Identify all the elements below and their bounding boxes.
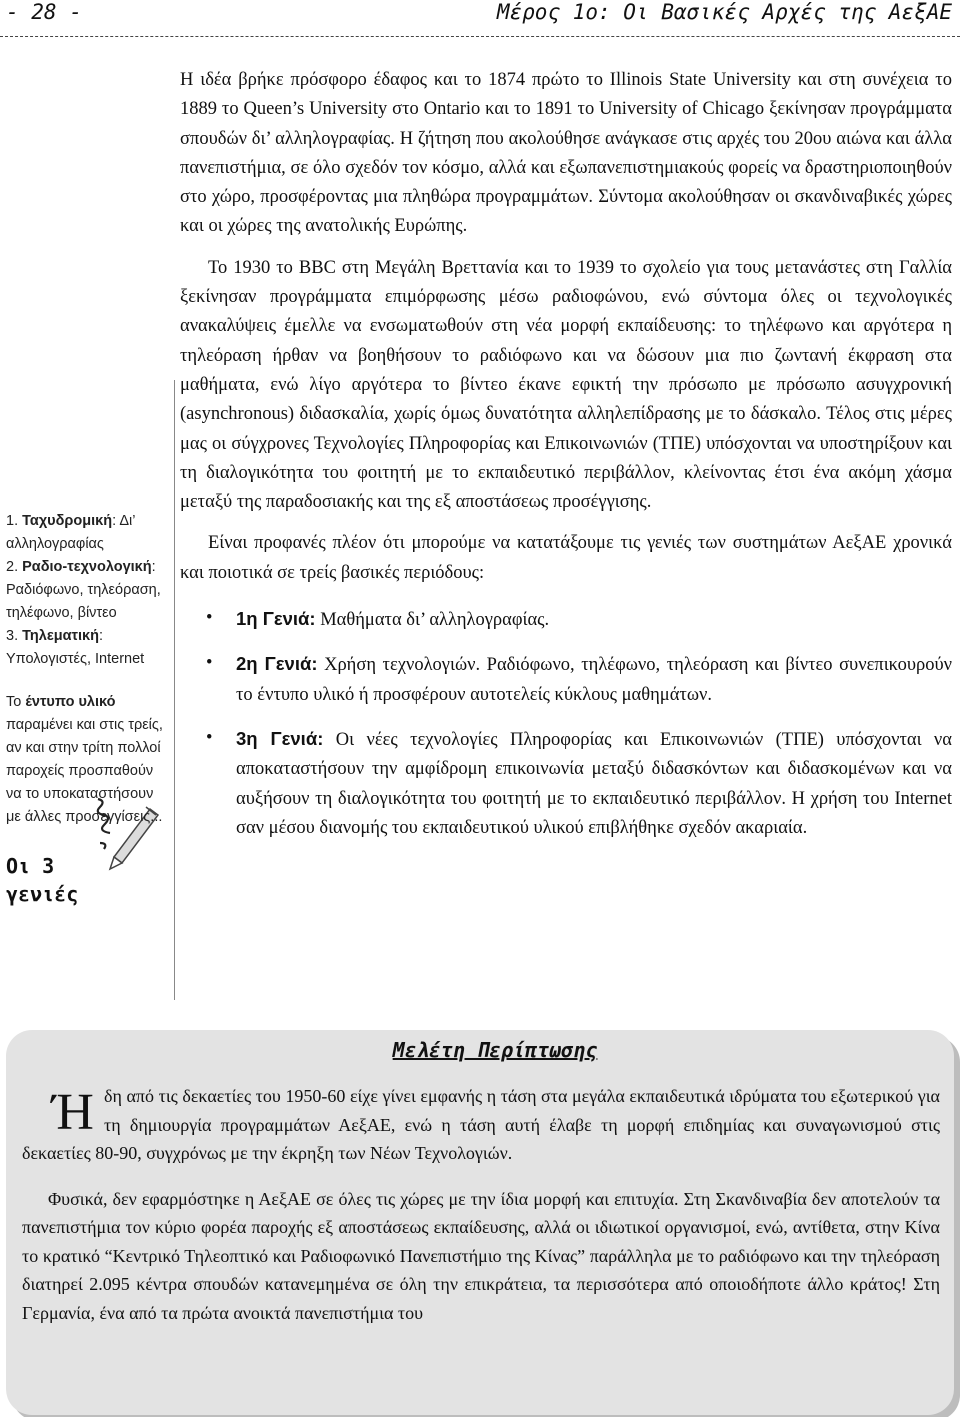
sidebar-title-line1: Οι 3: [6, 854, 55, 878]
paragraph-2: Το 1930 το BBC στη Μεγάλη Βρεττανία και το 1939 το σχολείο για τους μετανάστες στη Γαλλία ξεκίνησαν προγράμματα επιμόρφωσης μέσω ραδιοφώνου, ενώ σύντομα όλες οι τεχνολογικές ανακαλύψεις έμελλε να ενσωματωθούν στη νέα μορφή εκπαίδευσης: το τηλέφωνο και αργότερα η τηλεόραση ήρθαν να βοηθήσουν το ραδιόφωνο και να δώσουν μια πιο ζωντανή έκφραση στα μαθήματα, ενώ λίγο αργότερα το βίντεο έκανε εφικτή την πρόσωπο με πρόσωπο ασυγχρονική (asynchronous) διδασκαλία, χωρίς όμως δυνατότητα αλληλεπίδρασης με το δάσκαλο. Τέλος στις μέρες μας οι σύγχρονες Τεχνολογίες Πληροφορίας και Επικοινωνιών (ΤΠΕ) υπόσχονται να υποστηρίξουν και τη διαλογικότητα του φοιτητή με το εκπαιδευτικό περιβάλλον, κλείνοντας έτσι ένα ακόμη χάσμα μεταξύ της παραδοσιακής και της εξ αποστάσεως προσέγγισης.: [180, 257, 952, 513]
sidebar-item: [6, 510, 172, 556]
paragraph-1: Η ιδέα βρήκε πρόσφορο έδαφος και το 1874 πρώτο το Illinois State University και στη συνέχεια το 1889 το Queen’s University στο Ontario και το 1891 το University of Chicago ξεκίνησαν προγράμματα σπουδών δι’ αλληλογραφίας. Η ζήτηση που ακολούθησε ανάγκασε στις αρχές του 20ου αιώνα και άλλα πανεπιστήμια, σε όλο σχεδόν τον κόσμο, αλλά και εξωπανεπιστημιακούς φορείς να δραστηριοποιηθούν στο χώρο, προσφέροντας μια πληθώρα προγραμμάτων. Σύντομα ακολούθησαν οι σκανδιναβικές χώρες και οι χώρες της ανατολικής Ευρώπης.: [180, 70, 952, 237]
item-number: 2.: [6, 559, 23, 575]
list-item-label: 2η Γενιά:: [236, 653, 318, 675]
list-item: [180, 604, 952, 635]
chapter-title: Μέρος 1ο: Οι Βασικές Αρχές της ΑεξΑΕ: [496, 0, 952, 24]
sidebar-title: [6, 852, 86, 908]
case-study-body: [22, 1082, 940, 1327]
sidebar-item: [6, 625, 172, 671]
note-bold: έντυπο υλικό: [25, 694, 116, 710]
generations-list: [180, 604, 952, 843]
case-paragraph-1: [22, 1082, 940, 1168]
item-heading: Τηλεματική: [22, 628, 99, 644]
sidebar-item: [6, 556, 172, 625]
item-text: : Ραδιόφωνο, τηλεόραση, τηλέφωνο, βίντεο: [6, 559, 161, 621]
drop-cap: Ή: [52, 1084, 95, 1141]
list-item-text: Οι νέες τεχνολογίες Πληροφορίας και Επικοινωνιών (ΤΠΕ) υπόσχονται να αποκαταστήσουν την αμφίδρομη επικοινωνία μεταξύ διδασκόντων και διδασκομένων και να αυξήσουν τη διαλογικότητα του φοιτητή με το εκπαιδευτικό περιβάλλον. Η χρήση του Internet σαν μέσου διανομής του εκπαιδευτικού υλικού επιβλήθηκε σχεδόν ακαριαία.: [236, 729, 952, 838]
sidebar: [6, 510, 172, 829]
list-item-label: 3η Γενιά:: [236, 727, 324, 749]
case-paragraph-1-text: δη από τις δεκαετίες του 1950-60 είχε γίνει εμφανής η τάση στα μεγάλα εκπαιδευτικά ιδρύματα του εξωτερικού για τη δημιουργία προγραμμάτων ΑεξΑΕ, ενώ η τάση αυτή έλαβε τη μορφή επιδημίας και συναγωνισμού στις δεκαετίες 80-90, συγχρόνως με την έκρηξη των Νέων Τεχνολογιών.: [22, 1086, 940, 1163]
paragraph-3: Είναι προφανές πλέον ότι μπορούμε να κατατάξουμε τις γενιές των συστημάτων ΑεξΑΕ χρονικά και ποιοτικά σε τρείς βασικές περιόδους:: [180, 533, 952, 583]
list-item-text: Μαθήματα δι’ αλληλογραφίας.: [315, 610, 550, 631]
item-heading: Ταχυδρομική: [22, 513, 113, 529]
note-text: παραμένει και στις τρείς, αν και στην τρίτη πολλοί παροχείς προσπαθούν να το υποκαταστήσουν με άλλες προσεγγίσεις...: [6, 717, 163, 825]
item-text: : Δι’ αλληλογραφίας: [6, 513, 135, 552]
sidebar-list: [6, 510, 172, 671]
sidebar-note: [6, 691, 172, 829]
page-header: [0, 0, 960, 36]
item-number: 1.: [6, 513, 23, 529]
case-paragraph-2: Φυσικά, δεν εφαρμόστηκε η ΑεξΑΕ σε όλες τις χώρες με την ίδια μορφή και επιτυχία. Στη Σκανδιναβία δεν αποτελούν τα πανεπιστήμια τον κύριο φορέα παροχής εξ αποστάσεως εκπαίδευσης, αλλά οι ιδιωτικοί οργανισμοί, ενώ, αντίθετα, στην Κίνα το κρατικό “Κεντρικό Τηλεοπτικό και Ραδιοφωνικό Πανεπιστήμιο της Κίνας” παράλληλα με το ραδιόφωνο και την τηλεόραση διατηρεί 2.095 κέντρα σπουδών κατανεμημένα σε όλη την επικράτεια, τα περισσότερα από οποιοδήποτε άλλο κράτος! Στη Γερμανία, ένα από τα πρώτα ανοικτά πανεπιστήμια του: [22, 1188, 940, 1323]
page-number: - 28 -: [6, 0, 82, 24]
sidebar-divider: [174, 380, 175, 1000]
case-study-title: Μελέτη Περίπτωσης: [392, 1038, 598, 1062]
note-prefix: Το: [6, 694, 26, 710]
item-heading: Ραδιο-τεχνολογική: [22, 559, 152, 575]
item-number: 3.: [6, 628, 23, 644]
header-divider: [0, 36, 960, 37]
main-text: [180, 66, 952, 857]
sidebar-title-line2: γενιές: [6, 882, 79, 906]
list-item: [180, 649, 952, 710]
list-item-text: Χρήση τεχνολογιών. Ραδιόφωνο, τηλέφωνο, τηλεόραση και βίντεο συνεπικουρούν το έντυπο υλικό ή προσφέρουν αυτοτελείς κύκλους μαθημάτων.: [236, 655, 952, 705]
list-item: [180, 724, 952, 843]
list-item-label: 1η Γενιά:: [236, 608, 316, 630]
item-text: : Υπολογιστές, Internet: [6, 628, 145, 667]
